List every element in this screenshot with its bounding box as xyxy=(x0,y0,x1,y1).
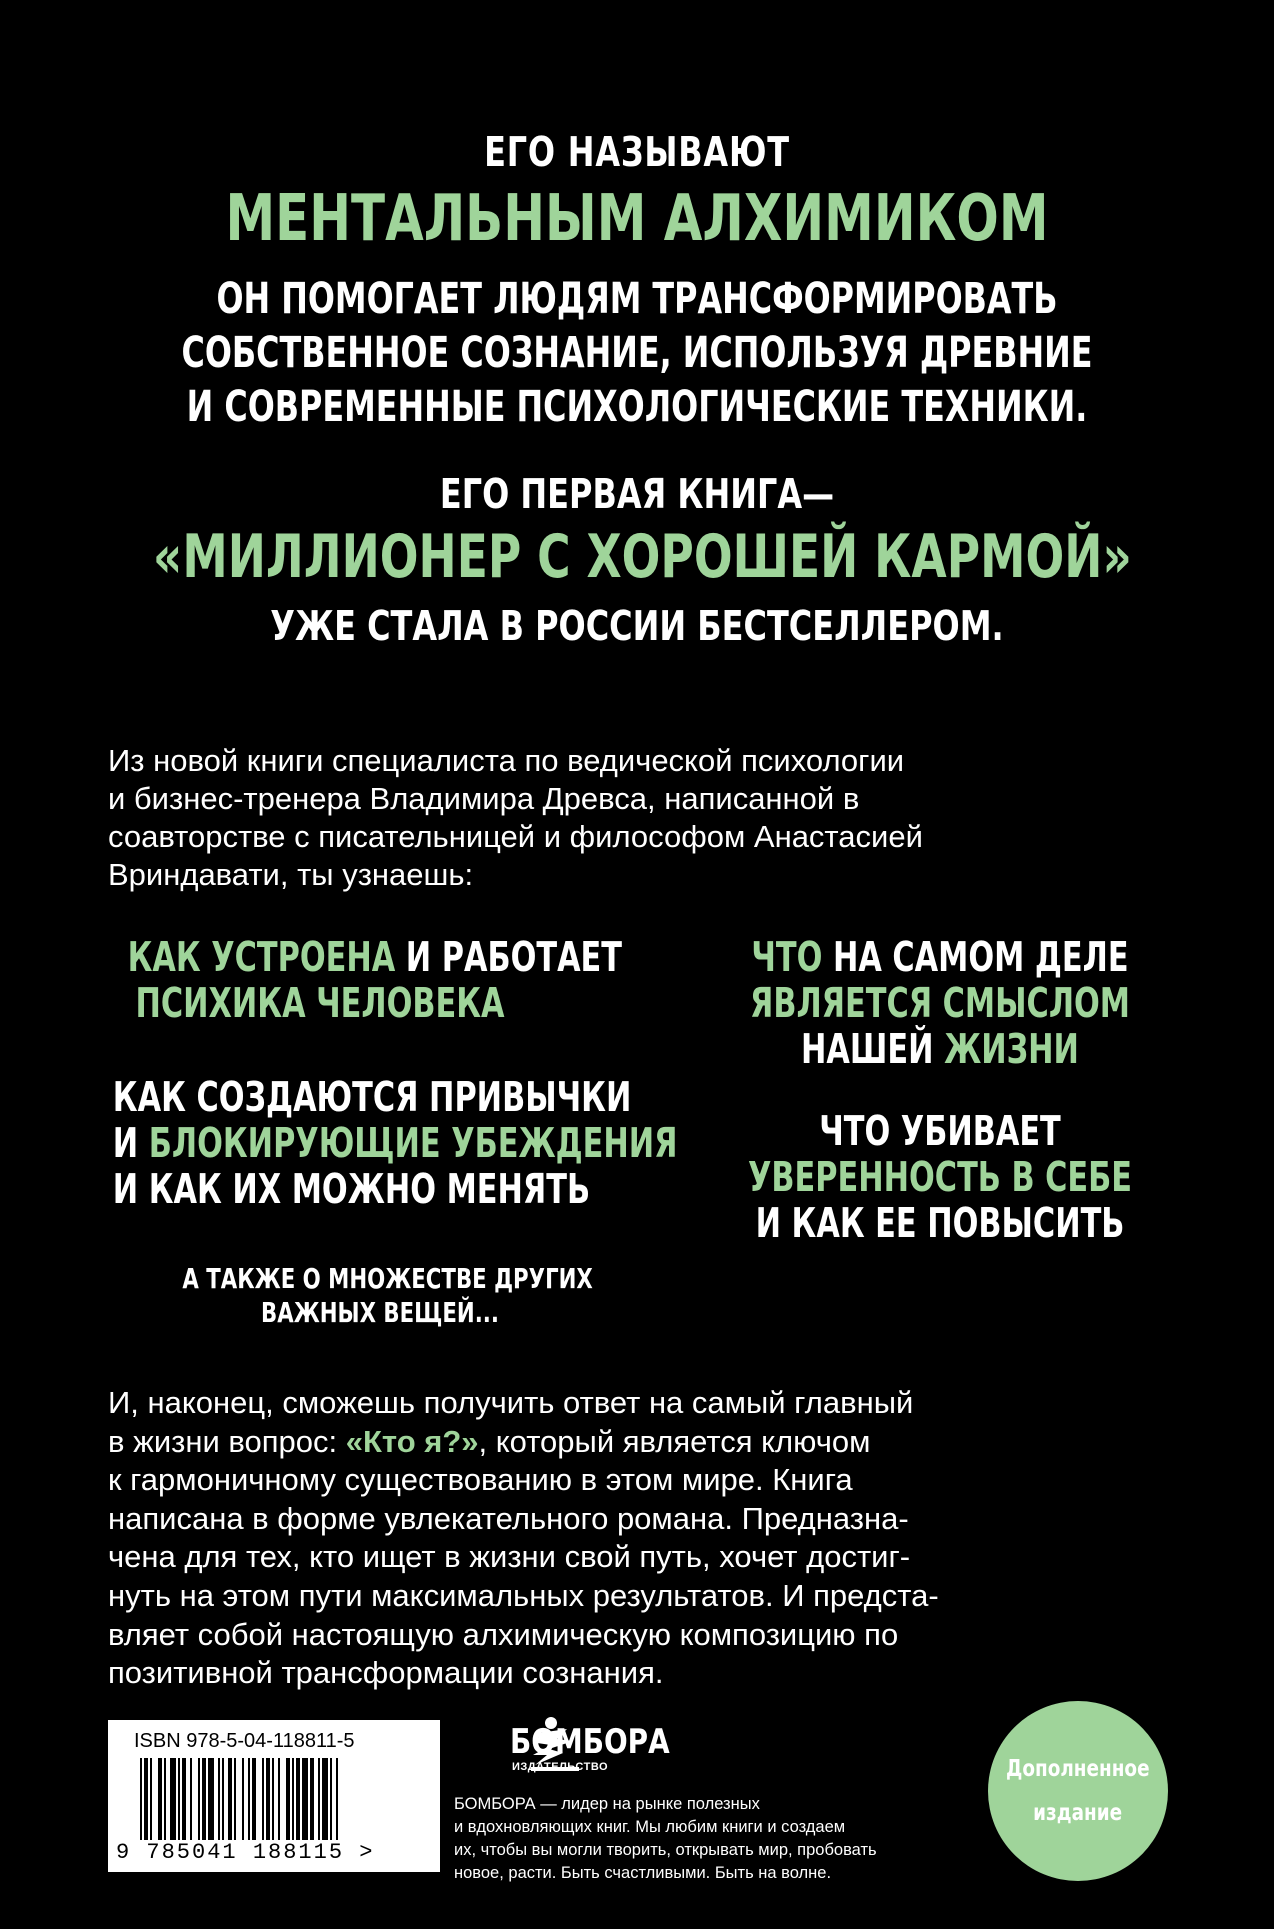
header-description: ОН ПОМОГАЕТ ЛЮДЯМ ТРАНСФОРМИРОВАТЬ СОБСТВЕННОЕ СОЗНАНИЕ, ИСПОЛЬЗУЯ ДРЕВНИЕ И СОВРЕМЕННЫЕ ПСИХОЛОГИЧЕСКИЕ ТЕХНИКИ. xyxy=(181,274,1093,432)
intro-line: и бизнес-тренера Владимира Древса, написанной в xyxy=(108,781,860,816)
barcode-bar xyxy=(272,1758,274,1840)
barcode-bar xyxy=(302,1758,308,1840)
barcode-bar xyxy=(170,1758,176,1840)
also-note: А ТАКЖЕ О МНОЖЕСТВЕ ДРУГИХ ВАЖНЫХ ВЕЩЕЙ... xyxy=(182,1262,593,1329)
barcode-bar xyxy=(202,1758,206,1840)
barcode-bar xyxy=(310,1758,314,1840)
outro-line: чена для тех, кто ищет в жизни свой путь, хочет достиг- xyxy=(108,1539,911,1575)
barcode-digits: 9 785041 188115 > xyxy=(116,1840,375,1865)
publisher-description: БОМБОРА — лидер на рынке полезных и вдохновляющих книг. Мы любим книги и создаем их, чтобы вы могли творить, открывать мир, пробовать новое, расти. Быть счастливыми. Быть на волне. xyxy=(454,1795,877,1882)
key-question: «Кто я?» xyxy=(345,1423,479,1459)
barcode-bar xyxy=(322,1758,328,1840)
first-book-intro: ЕГО ПЕРВАЯ КНИГА— xyxy=(439,470,835,518)
barcode-bar xyxy=(242,1758,244,1840)
topic-confidence: ЧТО УБИВАЕТ УВЕРЕННОСТЬ В СЕБЕ И КАК ЕЕ ПОВЫСИТЬ xyxy=(748,1107,1132,1247)
header-line-1: ЕГО НАЗЫВАЮТ xyxy=(484,128,790,176)
intro-line: Вриндавати, ты узнаешь: xyxy=(108,857,474,892)
barcode-bar xyxy=(164,1758,166,1840)
barcode-bar xyxy=(292,1758,294,1840)
barcode-bar xyxy=(222,1758,224,1840)
outro-line: нуть на этом пути максимальных результатов. И предста- xyxy=(108,1577,939,1613)
barcode-bar xyxy=(266,1758,270,1840)
barcode-bar xyxy=(140,1758,142,1840)
intro-line: соавторстве с писательницей и философом Анастасией xyxy=(108,819,923,854)
barcode-bars-icon xyxy=(140,1758,412,1840)
topic-meaning: ЧТО НА САМОМ ДЕЛЕ ЯВЛЯЕТСЯ СМЫСЛОМ НАШЕЙ ЖИЗНИ xyxy=(749,933,1131,1073)
outro-line: к гармоничному существованию в этом мире. Книга xyxy=(108,1462,853,1498)
topic-psyche: КАК УСТРОЕНА И РАБОТАЕТ ПСИХИКА ЧЕЛОВЕКА xyxy=(127,933,622,1027)
intro-paragraph xyxy=(108,742,1168,894)
barcode-bar xyxy=(228,1758,232,1840)
topic-habits: КАК СОЗДАЮТСЯ ПРИВЫЧКИ И БЛОКИРУЮЩИЕ УБЕЖДЕНИЯ И КАК ИХ МОЖНО МЕНЯТЬ xyxy=(112,1073,678,1213)
outro-line: позитивной трансформации сознания. xyxy=(108,1655,664,1691)
barcode-bar xyxy=(296,1758,300,1840)
isbn-number: ISBN 978-5-04-118811-5 xyxy=(134,1730,355,1752)
outro-line: написана в форме увлекательного романа. Предназна- xyxy=(108,1500,909,1536)
barcode-bar xyxy=(144,1758,148,1840)
publisher-subtitle: ИЗДАТЕЛЬСТВО xyxy=(512,1761,609,1773)
first-book-title: «МИЛЛИОНЕР С ХОРОШЕЙ КАРМОЙ» xyxy=(152,522,1132,592)
barcode-bar xyxy=(262,1758,264,1840)
barcode-bar xyxy=(218,1758,220,1840)
barcode-bar xyxy=(278,1758,280,1840)
barcode-bar xyxy=(330,1758,332,1840)
barcode-bar xyxy=(178,1758,180,1840)
intro-line: Из новой книги специалиста по ведической психологии xyxy=(108,743,905,778)
barcode-bar xyxy=(286,1758,290,1840)
isbn-barcode xyxy=(108,1720,440,1872)
publisher-name: БОМБОРА xyxy=(510,1722,670,1762)
header-highlight: МЕНТАЛЬНЫМ АЛХИМИКОМ xyxy=(225,182,1049,256)
barcode-bar xyxy=(208,1758,214,1840)
barcode-bar xyxy=(182,1758,186,1840)
barcode-bar xyxy=(198,1758,200,1840)
barcode-bar xyxy=(234,1758,236,1840)
barcode-bar xyxy=(190,1758,192,1840)
first-book-status: УЖЕ СТАЛА В РОССИИ БЕСТСЕЛЛЕРОМ. xyxy=(270,602,1004,650)
outro-line: И, наконец, сможешь получить ответ на самый главный xyxy=(108,1385,914,1420)
edition-badge: Дополненное издание xyxy=(988,1701,1168,1881)
barcode-bar xyxy=(252,1758,256,1840)
outro-line: вляет собой настоящую алхимическую композицию по xyxy=(108,1616,899,1652)
barcode-bar xyxy=(150,1758,152,1840)
outro-paragraph xyxy=(108,1384,1178,1693)
barcode-bar xyxy=(248,1758,250,1840)
outro-line: в жизни вопрос: «Кто я?», который является ключом xyxy=(108,1423,871,1459)
barcode-bar xyxy=(158,1758,162,1840)
barcode-bar xyxy=(336,1758,338,1840)
barcode-bar xyxy=(318,1758,320,1840)
